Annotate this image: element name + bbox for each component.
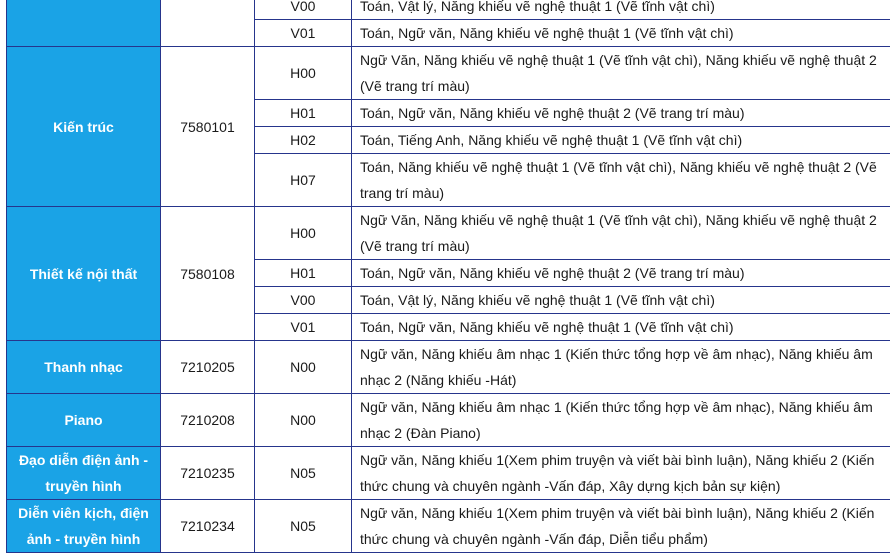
- combo-code: N05: [255, 500, 352, 553]
- combo-code: N05: [255, 447, 352, 500]
- major-code: 7580108: [161, 207, 255, 341]
- major-code: 7210234: [161, 500, 255, 553]
- combo-code: V01: [255, 20, 352, 47]
- subjects-cell: Ngữ Văn, Năng khiếu vẽ nghệ thuật 1 (Vẽ tĩnh vật chì), Năng khiếu vẽ nghệ thuật 2 (Vẽ trang trí màu): [352, 207, 890, 260]
- major-code-cell-continued: [161, 0, 255, 47]
- combo-code: N00: [255, 341, 352, 394]
- table-row: [7, 0, 890, 20]
- subjects-cell: Ngữ văn, Năng khiếu âm nhạc 1 (Kiến thức tổng hợp về âm nhạc), Năng khiếu âm nhạc 2 (Năng khiếu -Hát): [352, 341, 890, 394]
- subjects-cell: Toán, Ngữ văn, Năng khiếu vẽ nghệ thuật 2 (Vẽ trang trí màu): [352, 260, 890, 287]
- subjects-cell: Ngữ văn, Năng khiếu 1(Xem phim truyện và viết bài bình luận), Năng khiếu 2 (Kiến thức chung và chuyên ngành -Vấn đáp, Xây dựng kịch bản sự kiện): [352, 447, 890, 500]
- subjects-cell: Toán, Ngữ văn, Năng khiếu vẽ nghệ thuật 1 (Vẽ tĩnh vật chì): [352, 20, 890, 47]
- major-code: 7580101: [161, 47, 255, 207]
- combo-code: H01: [255, 260, 352, 287]
- combo-code: H00: [255, 47, 352, 100]
- combo-code: N00: [255, 394, 352, 447]
- subjects-cell: Ngữ văn, Năng khiếu âm nhạc 1 (Kiến thức tổng hợp về âm nhạc), Năng khiếu âm nhạc 2 (Đàn Piano): [352, 394, 890, 447]
- major-name: Kiến trúc: [7, 47, 161, 207]
- combo-code: V00: [255, 0, 352, 20]
- combo-code: H02: [255, 127, 352, 154]
- subjects-cell: Ngữ Văn, Năng khiếu vẽ nghệ thuật 1 (Vẽ tĩnh vật chì), Năng khiếu vẽ nghệ thuật 2 (Vẽ trang trí màu): [352, 47, 890, 100]
- subjects-cell: Toán, Năng khiếu vẽ nghệ thuật 1 (Vẽ tĩnh vật chì), Năng khiếu vẽ nghệ thuật 2 (Vẽ trang trí màu): [352, 154, 890, 207]
- table-row: [7, 47, 890, 100]
- table-row: [7, 394, 890, 447]
- subjects-cell: Toán, Ngữ văn, Năng khiếu vẽ nghệ thuật 2 (Vẽ trang trí màu): [352, 100, 890, 127]
- subjects-cell: Ngữ văn, Năng khiếu 1(Xem phim truyện và viết bài bình luận), Năng khiếu 2 (Kiến thức chung và chuyên ngành -Vấn đáp, Diễn tiểu phẩm): [352, 500, 890, 553]
- combo-code: V00: [255, 287, 352, 314]
- major-code: 7210235: [161, 447, 255, 500]
- major-name: Thanh nhạc: [7, 341, 161, 394]
- subjects-cell: Toán, Tiếng Anh, Năng khiếu vẽ nghệ thuật 1 (Vẽ tĩnh vật chì): [352, 127, 890, 154]
- subjects-cell: Toán, Ngữ văn, Năng khiếu vẽ nghệ thuật 1 (Vẽ tĩnh vật chì): [352, 314, 890, 341]
- table-row: [7, 447, 890, 500]
- combo-code: H00: [255, 207, 352, 260]
- major-code: 7210208: [161, 394, 255, 447]
- table-row: [7, 341, 890, 394]
- table-row: [7, 500, 890, 553]
- combo-code: H07: [255, 154, 352, 207]
- combo-code: V01: [255, 314, 352, 341]
- major-code: 7210205: [161, 341, 255, 394]
- subjects-cell: Toán, Vật lý, Năng khiếu vẽ nghệ thuật 1 (Vẽ tĩnh vật chì): [352, 287, 890, 314]
- major-name: Thiết kế nội thất: [7, 207, 161, 341]
- table-row: [7, 207, 890, 260]
- major-name: Piano: [7, 394, 161, 447]
- combo-code: H01: [255, 100, 352, 127]
- major-name: Diễn viên kịch, điện ảnh - truyền hình: [7, 500, 161, 553]
- subjects-cell: Toán, Vật lý, Năng khiếu vẽ nghệ thuật 1 (Vẽ tĩnh vật chì): [352, 0, 890, 20]
- major-name: Đạo diễn điện ảnh - truyền hình: [7, 447, 161, 500]
- admission-table: [6, 0, 890, 553]
- major-cell-continued: [7, 0, 161, 47]
